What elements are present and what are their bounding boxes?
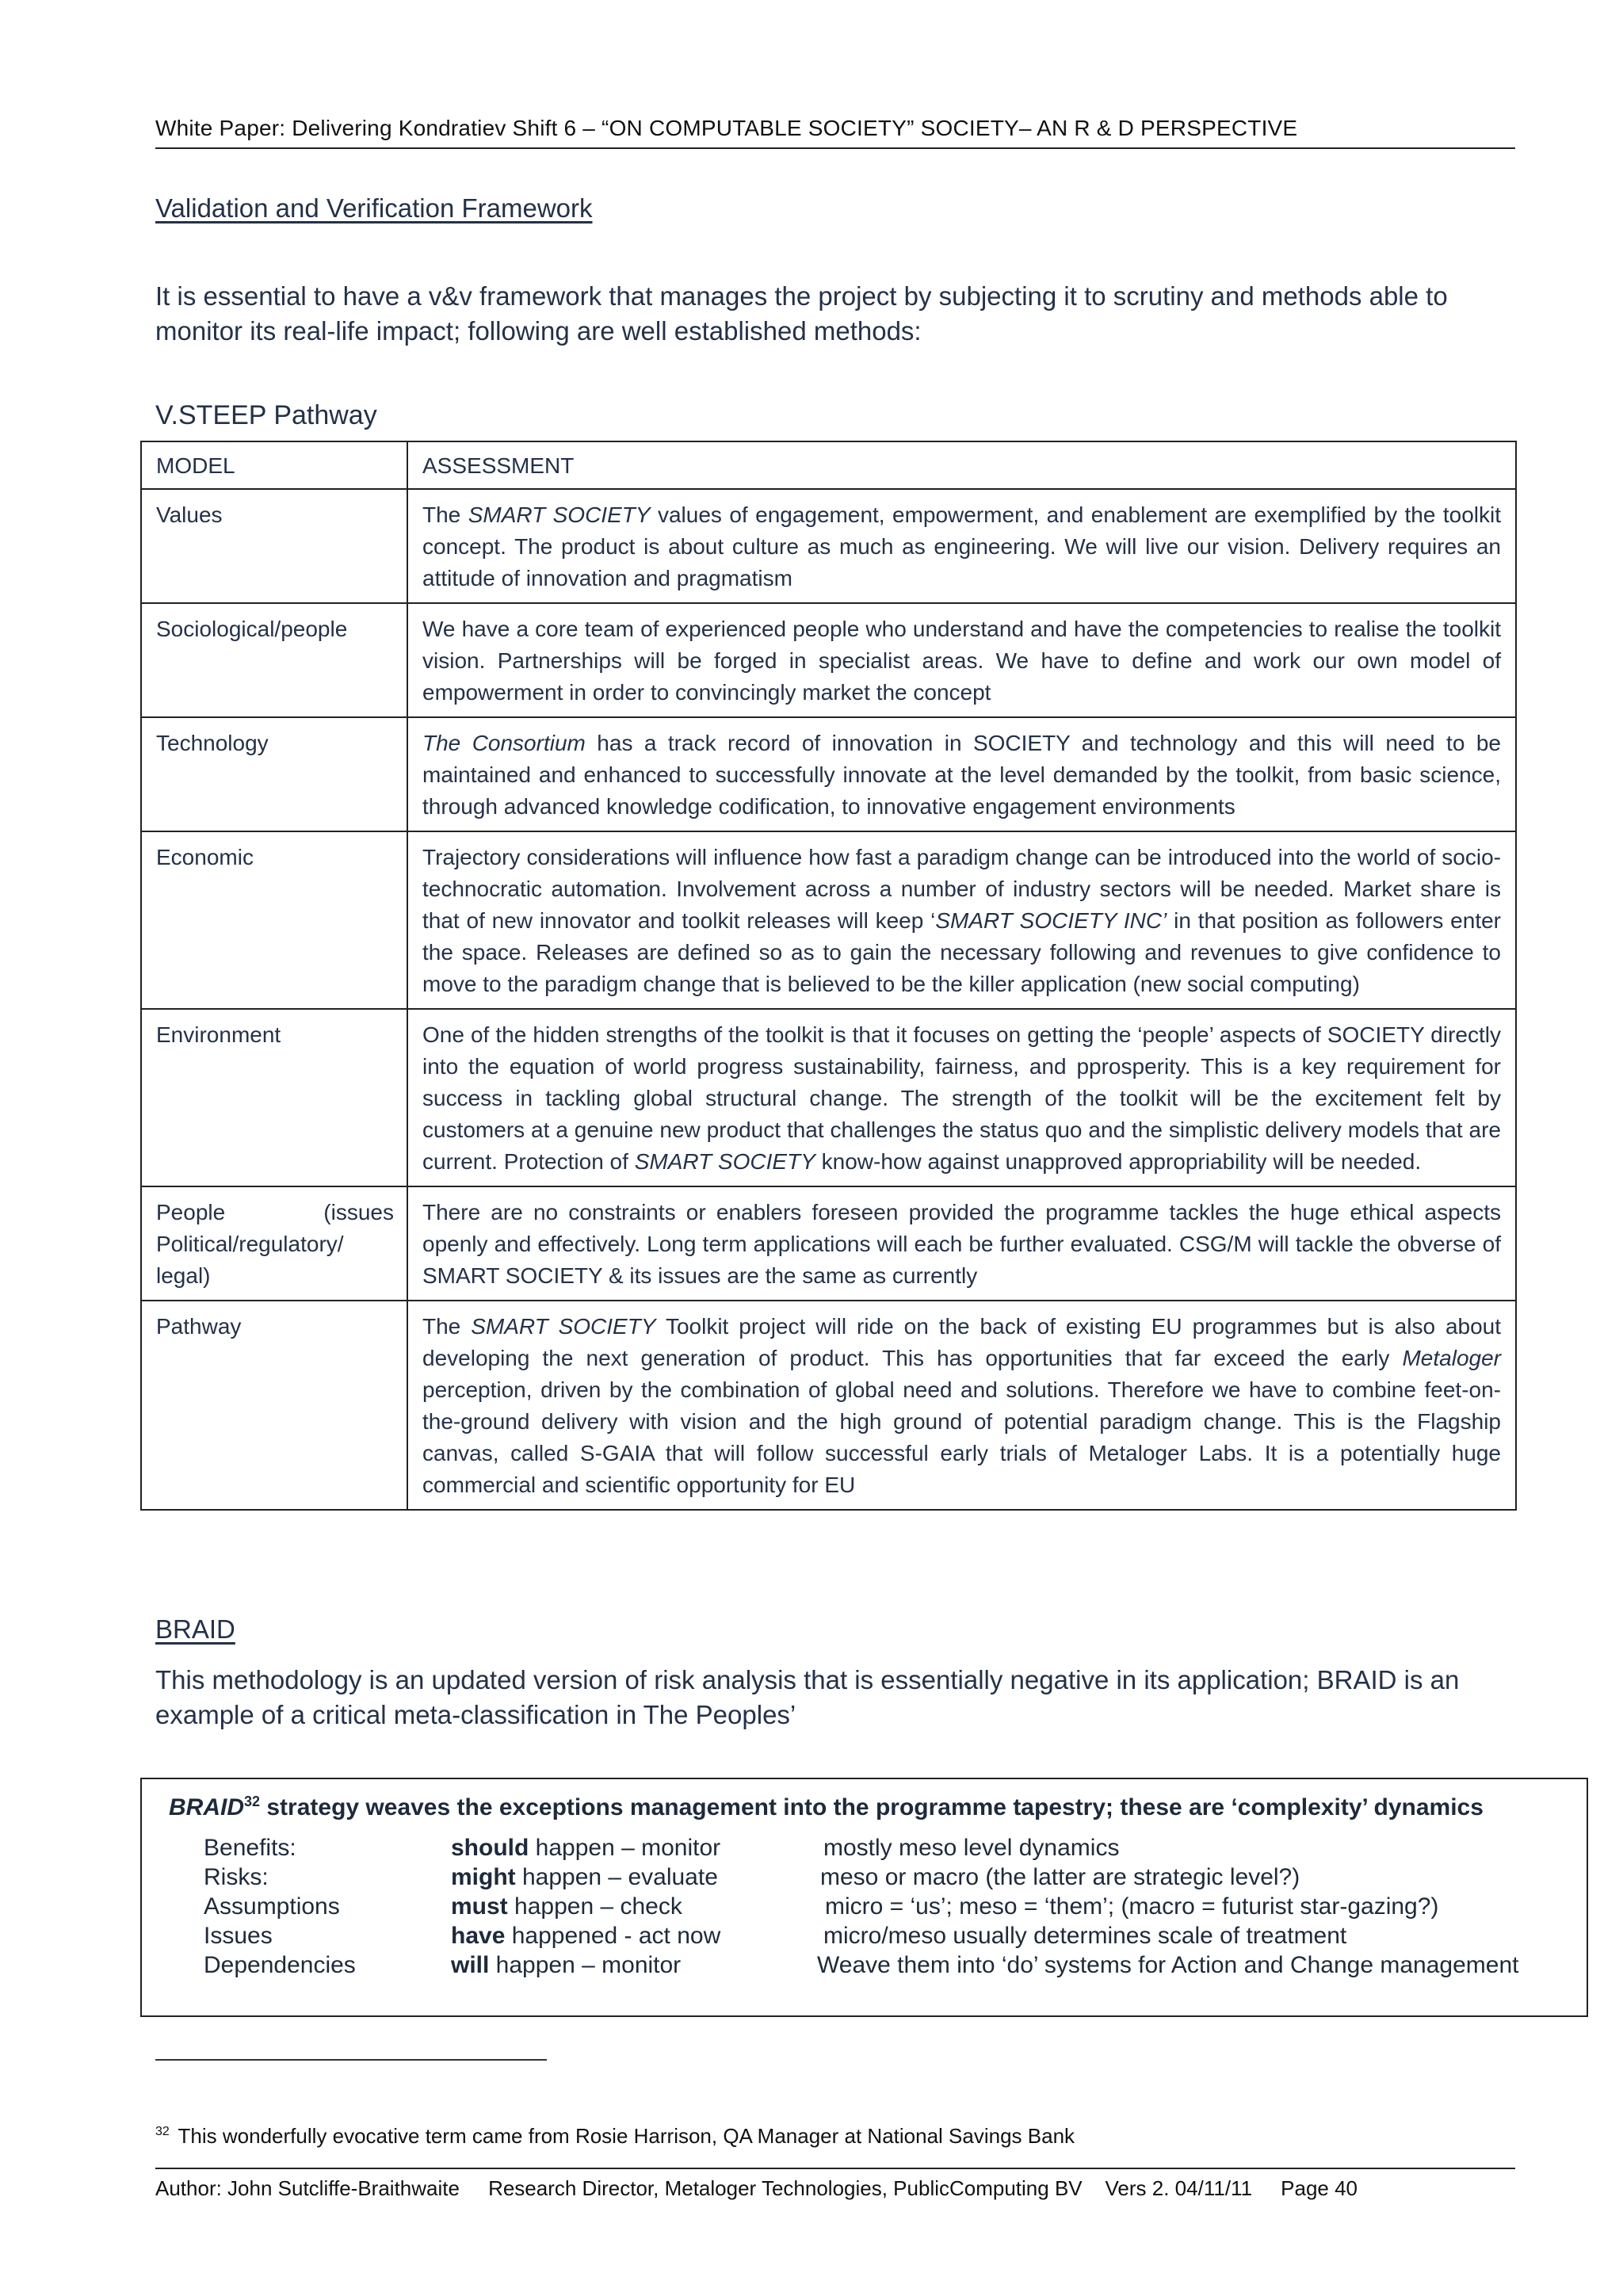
model-cell: Values [141, 489, 407, 603]
braid-label: Benefits: [204, 1835, 296, 1861]
braid-heading: BRAID [155, 1614, 235, 1644]
table-row [141, 603, 1516, 717]
braid-note: Weave them into ‘do’ systems for Action and Change management [817, 1952, 1519, 1978]
col-header-model: MODEL [141, 441, 407, 489]
footnote-divider [155, 2059, 547, 2061]
table-row [141, 717, 1516, 831]
model-cell: Environment [141, 1009, 407, 1186]
table-row [141, 1301, 1516, 1510]
braid-label: Assumptions [204, 1893, 340, 1920]
braid-action: have happened - act now [451, 1923, 721, 1949]
steep-table [140, 441, 1517, 1511]
vv-heading: Validation and Verification Framework [155, 193, 593, 223]
col-header-assessment: ASSESSMENT [407, 441, 1516, 489]
table-row [141, 489, 1516, 603]
braid-row [142, 1864, 1587, 1894]
assessment-cell: There are no constraints or enablers foreseen provided the programme tackles the huge ethical aspects openly and effectively. Long term applications will each be further evaluated. CSG/M will tackle the obverse of SMART SOCIETY & its issues are the same as currently [407, 1186, 1516, 1301]
table-row [141, 831, 1516, 1009]
braid-label: Risks: [204, 1864, 269, 1890]
braid-action: must happen – check [451, 1893, 682, 1920]
header-divider [155, 147, 1515, 149]
model-cell: Technology [141, 717, 407, 831]
braid-action: will happen – monitor [451, 1952, 682, 1978]
braid-row [142, 1893, 1587, 1924]
braid-note: micro = ‘us’; meso = ‘them’; (macro = futurist star-gazing?) [825, 1893, 1439, 1920]
braid-box-title: BRAID$^{32}$ strategy weaves the exceptions management into the programme tapestry; these are ‘complexity’ dynamics [169, 1794, 1484, 1820]
braid-intro: This methodology is an updated version of risk analysis that is essentially negative in its application; BRAID is an example of a critical meta-classification in The Peoples’ [155, 1665, 1460, 1729]
assessment-cell: We have a core team of experienced people who understand and have the competencies to realise the toolkit vision. Partnerships will be forged in specialist areas. We have to define and work our own model of empowerment in order to convincingly market the concept [407, 603, 1516, 717]
vv-intro: It is essential to have a v&v framework that manages the project by subjecting it to scrutiny and methods able to monitor its real-life impact; following are well established methods: [155, 281, 1448, 346]
table-row [141, 1186, 1516, 1301]
braid-row [142, 1952, 1587, 1982]
braid-note: mostly meso level dynamics [823, 1835, 1120, 1861]
assessment-cell: One of the hidden strengths of the toolkit is that it focuses on getting the ‘people’ aspects of SOCIETY directly into the equation of world progress sustainability, fairness, and pprosperity. This is a key requirement for success in tackling global structural change. The strength of the toolkit will be the excitement felt by customers at a genuine new product that challenges the status quo and the simplistic delivery models that are current. Protection of SMART SOCIETY know-how against unapproved appropriability will be needed. [407, 1009, 1516, 1186]
footnote: $^{32}$ This wonderfully evocative term came from Rosie Harrison, QA Manager at National Savings Bank [155, 2124, 1075, 2148]
braid-action: might happen – evaluate [451, 1864, 718, 1890]
braid-row [142, 1835, 1587, 1865]
assessment-cell: The Consortium has a track record of innovation in SOCIETY and technology and this will need to be maintained and enhanced to successfully innovate at the level demanded by the toolkit, from basic science, through advanced knowledge codification, to innovative engagement environments [407, 717, 1516, 831]
footer-divider [155, 2168, 1515, 2169]
assessment-cell: The SMART SOCIETY Toolkit project will ride on the back of existing EU programmes but is also about developing the next generation of product. This has opportunities that far exceed the early Metaloger perception, driven by the combination of global need and solutions. Therefore we have to combine feet-on-the-ground delivery with vision and the high ground of potential paradigm change. This is the Flagship canvas, called S-GAIA that will follow successful early trials of Metaloger Labs. It is a potentially huge commercial and scientific opportunity for EU [407, 1301, 1516, 1510]
braid-note: micro/meso usually determines scale of treatment [823, 1923, 1347, 1949]
running-header: White Paper: Delivering Kondratiev Shift 6 – “ON COMPUTABLE SOCIETY” SOCIETY– AN R & D PERSPECTIVE [155, 116, 1298, 140]
braid-action: should happen – monitor [451, 1835, 721, 1861]
braid-label: Issues [204, 1923, 273, 1949]
assessment-cell: Trajectory considerations will influence how fast a paradigm change can be introduced into the world of socio-technocratic automation. Involvement across a number of industry sectors will be needed. Market share is that of new innovator and toolkit releases will keep ‘SMART SOCIETY INC’ in that position as followers enter the space. Releases are defined so as to gain the necessary following and revenues to give confidence to move to the paradigm change that is believed to be the killer application (new social computing) [407, 831, 1516, 1009]
running-footer: Author: John Sutcliffe-Braithwaite Research Director, Metaloger Technologies, PublicComputing BV Vers 2. 04/11/11 Page 40 [155, 2176, 1358, 2200]
model-cell: Pathway [141, 1301, 407, 1510]
braid-box [140, 1778, 1588, 2017]
braid-row [142, 1923, 1587, 1953]
model-cell: People (issues Political/regulatory/ legal) [141, 1186, 407, 1301]
table-row [141, 1009, 1516, 1186]
assessment-cell: The SMART SOCIETY values of engagement, empowerment, and enablement are exemplified by the toolkit concept. The product is about culture as much as engineering. We will live our vision. Delivery requires an attitude of innovation and pragmatism [407, 489, 1516, 603]
model-cell: Sociological/people [141, 603, 407, 717]
braid-note: meso or macro (the latter are strategic level?) [820, 1864, 1300, 1890]
model-cell: Economic [141, 831, 407, 1009]
steep-heading: V.STEEP Pathway [155, 400, 377, 430]
table-header-row [141, 441, 1516, 489]
braid-label: Dependencies [204, 1952, 356, 1978]
